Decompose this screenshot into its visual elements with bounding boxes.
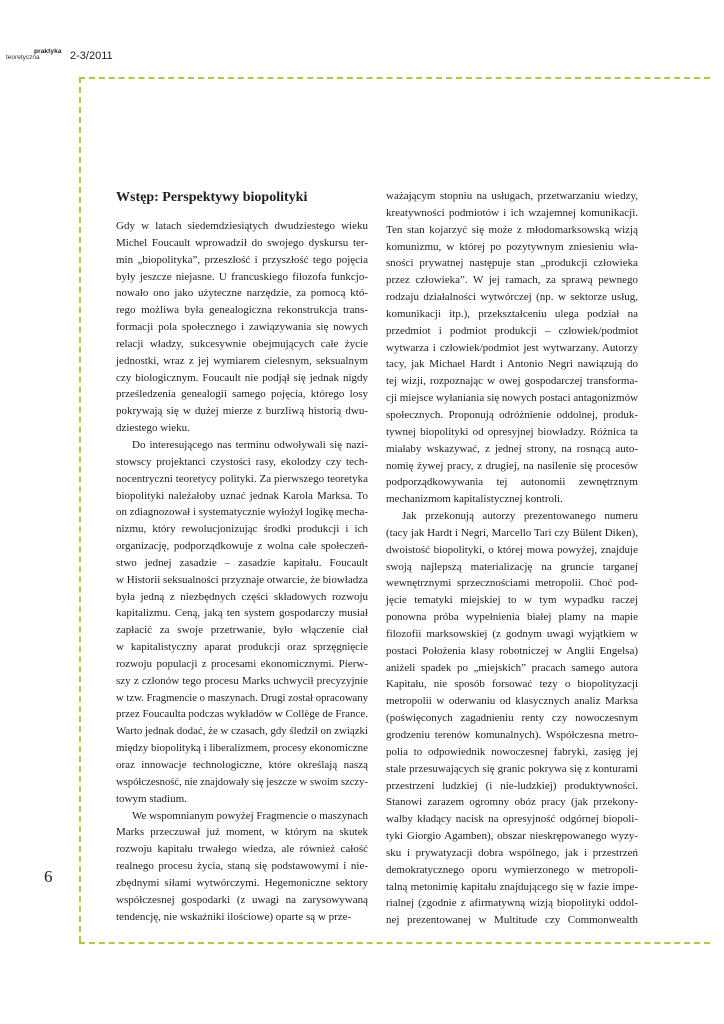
col2-line: nej prezentowanej w Multitude czy Commonwealth bbox=[386, 914, 638, 927]
col1-line: stwo jednej zasadzie – zasadzie kapitału. Foucault bbox=[116, 556, 368, 569]
frame-bottom-border bbox=[79, 942, 710, 944]
col2-line: polia to odpowiednik nowoczesnej fabryki, zasięg jej bbox=[386, 745, 638, 758]
col2-line: demokratycznego oporu wymierzonego w metropoli- bbox=[386, 863, 638, 876]
col2-line: ponowna próba wypełnienia białej plamy na mapie bbox=[386, 611, 638, 624]
col1-line: czy biologicznym. Foucault nie podjął się jednak nigdy bbox=[116, 371, 368, 384]
logo-text-bottom: teoretyczna bbox=[6, 54, 40, 61]
page-number: 6 bbox=[44, 867, 53, 886]
col2-line: Kapitału, nie sposób forsować tezy o biopolityzacji bbox=[386, 678, 638, 691]
col1-line: relacji władzy, sukcesywnie obejmujących całe życie bbox=[116, 337, 368, 350]
col2-line: (poświęconych zagadnieniu renty czy nowoczesnym bbox=[386, 712, 638, 725]
col1-line: jednostki, wraz z jej wymiarem cielesnym, seksualnym bbox=[116, 354, 368, 367]
col2-line: tej wizji, rozpoznając w owej gospodarczej transforma- bbox=[386, 375, 638, 388]
col1-line: formacji pola społecznego i zawiązywania się nowych bbox=[116, 321, 368, 334]
col1-line: organizację, podporządkowuje z wolna całe społeczeń- bbox=[116, 540, 368, 553]
col2-line: przez człowieka”. W jej ramach, za sprawą pewnego bbox=[386, 274, 638, 287]
col2-line: (tacy jak Hardt i Negri, Marcello Tarì czy Bülent Diken), bbox=[386, 526, 638, 539]
col2-line: grodzeniu terenów komunalnych). Współczesna metro- bbox=[386, 729, 638, 741]
col1-line: nizmu, który rewolucjonizując środki produkcji i ich bbox=[116, 523, 368, 536]
col1-line: Gdy w latach siedemdziesiątych dwudziestego wieku bbox=[116, 220, 368, 232]
col1-line: współczesność, nie znajdowały się jeszcze w swoim szczy- bbox=[116, 775, 368, 788]
col2-line: jęcie tematyki miejskiej to w tym wypadku raczej bbox=[386, 594, 638, 607]
col2-line: Ten stan kojarzyć się może z młodomarksowską wizją bbox=[386, 223, 638, 236]
col1-line: nowało ono jako użyteczne narzędzie, za pomocą któ- bbox=[116, 287, 368, 300]
col2-line: sności prywatnej następuje stan „produkcji człowieka bbox=[386, 257, 638, 270]
col2-line: talną metonimię kapitału znajdującego się w fazie impe- bbox=[386, 880, 638, 893]
text-column-right bbox=[386, 188, 638, 929]
col2-line: tacy, jak Michael Hardt i Antonio Negri nawiązują do bbox=[386, 358, 638, 371]
col1-line: współczesnej gospodarki (z uwagi na zarysowywaną bbox=[116, 893, 368, 906]
issue-number: 2-3/2011 bbox=[70, 50, 113, 62]
col1-line: zapłacić za swoje przetrwanie, było włączenie ciał bbox=[116, 624, 368, 637]
col1-line: on zdiagnozował i systematycznie wyłożył logikę mecha- bbox=[116, 506, 368, 519]
col1-line: rego możliwa była genealogiczna rekonstrukcja trans- bbox=[116, 304, 368, 317]
col2-line: metropolii w oderwaniu od klasycznych analiz Marksa bbox=[386, 695, 638, 708]
col1-line: przez Foucaulta podczas wykładów w Collège de France. bbox=[116, 708, 368, 721]
col2-line: przestrzeni ludzkiej (i nie-ludzkiej) produktywności. bbox=[386, 779, 638, 792]
col1-line: były jeszcze niejasne. U francuskiego filozofa funkcjo- bbox=[116, 270, 368, 283]
col2-line: mechanizmom kapitalistycznej kontroli. bbox=[386, 493, 563, 506]
col1-line: nocentryczni teoretycy polityki. Za pierwszego teoretyka bbox=[116, 472, 368, 485]
text-column-left bbox=[116, 188, 368, 925]
column-right-body bbox=[386, 188, 638, 929]
col1-line: zbędnymi siłami wytwórczymi. Hegemoniczne sektory bbox=[116, 876, 368, 889]
article-title: Wstęp: Perspektywy biopolityki bbox=[116, 190, 308, 205]
col2-line: Jak przekonują autorzy prezentowanego numeru bbox=[402, 510, 638, 523]
col1-line: Do interesującego nas terminu odwoływali się nazi- bbox=[132, 438, 368, 451]
col2-line: tyki Giorgio Agamben), obszar nieskrępowanego wyzy- bbox=[386, 830, 638, 843]
col1-line: Warto jednak dodać, że w czasach, gdy śledził on związki bbox=[116, 725, 368, 738]
col2-line: przedmiot i podmiot produkcji – człowiek/podmiot bbox=[386, 324, 638, 337]
col1-line: rozwoju populacji z procesami ekonomicznymi. Pierw- bbox=[116, 657, 368, 670]
col1-line: szy z członów tego procesu Marks uchwycił precyzyjnie bbox=[116, 674, 368, 687]
col2-line: społecznych. Proponują odróżnienie oddolnej, produk- bbox=[386, 408, 638, 421]
frame-left-border bbox=[79, 77, 81, 942]
col1-line: między biopolityką i liberalizmem, procesy ekonomiczne bbox=[116, 742, 368, 755]
col2-line: stale przesuwających się granic pokrywa się z konturami bbox=[386, 762, 638, 775]
col1-line: prześledzenia genealogii samego pojęcia, którego losy bbox=[116, 388, 368, 401]
col2-line: rialnej (zgodnie z afirmatywną wizją biopolityki oddol- bbox=[386, 897, 638, 910]
col2-line: wewnętrznymi sprzecznościami metropolii. Choć pod- bbox=[386, 577, 638, 590]
col1-line: realnego procesu życia, staną się podstawowymi i nie- bbox=[116, 860, 368, 873]
col1-line: We wspomnianym powyżej Fragmencie o maszynach bbox=[132, 809, 368, 822]
col1-line: w Historii seksualności przyznaje otwarcie, że biowładza bbox=[116, 573, 368, 586]
col2-line: ważającym stopniu na usługach, przetwarzaniu wiedzy, bbox=[386, 190, 638, 202]
col1-line: tendencję, nie wskaźniki ilościowe) oparte są w prze- bbox=[116, 910, 352, 923]
col1-line: pokrywają się w dużej mierze z burzliwą historią dwu- bbox=[116, 405, 368, 418]
col1-line: min „biopolityka”, przeszłość i przyszłość tego pojęcia bbox=[116, 253, 368, 266]
col1-line: była jedną z niezbędnych części składowych rozwoju bbox=[116, 590, 368, 603]
col2-line: kreatywności podmiotów i ich wzajemnej komunikacji. bbox=[386, 206, 638, 219]
col2-line: sku i prywatyzacji dobra wspólnego, jak i przestrzeń bbox=[386, 846, 638, 859]
col2-line: komunizmu, w której po pozytywnym zniesieniu wła- bbox=[386, 240, 638, 253]
col2-line: aniżeli spadek po „miejskich” pracach samego autora bbox=[386, 661, 638, 674]
col2-line: cji miejsce wyłaniania się nowych postaci antagonizmów bbox=[386, 392, 638, 405]
col2-line: tywnej biopolityki od opresyjnej biowładzy. Różnica ta bbox=[386, 425, 638, 438]
col2-line: swoją najlepszą materializację na gruncie targanej bbox=[386, 560, 638, 573]
logo-text-top: praktyka bbox=[34, 48, 62, 55]
col2-line: Stanowi zarazem ogromny obóz pracy (jak przekony- bbox=[386, 796, 638, 809]
col1-line: w tzw. Fragmencie o maszynach. Drugi został opracowany bbox=[116, 691, 368, 704]
col1-line: rozwoju kapitału trwałego wiedza, ale również całość bbox=[116, 843, 368, 856]
col1-line: oraz innowacje technologiczne, które określają naszą bbox=[116, 759, 368, 771]
col1-line: Michel Foucault wprowadził do swojego dyskursu ter- bbox=[116, 236, 368, 249]
column-left-body bbox=[116, 218, 368, 925]
journal-masthead bbox=[6, 49, 116, 65]
col1-line: stowscy projektanci czystości rasy, ekolodzy czy tech- bbox=[116, 455, 368, 468]
col2-line: walby kładący nacisk na opresyjność odgórnej biopoli- bbox=[386, 813, 638, 826]
col1-line: w kapitalistyczny aparat produkcji oraz sprzęgnięcie bbox=[116, 641, 368, 654]
col1-line: kapitalizmu. Ceną, jaką ten system gospodarczy musiał bbox=[116, 607, 368, 620]
col1-line: towym stadium. bbox=[116, 792, 187, 805]
col2-line: komunikacji itp.), przekształceniu ulega podział na bbox=[386, 307, 638, 320]
col2-line: wytwarza i człowiek/podmiot jest wytwarzany. Autorzy bbox=[386, 341, 638, 354]
col2-line: filozofii marksowskiej (z godnym uwagi wyjątkiem w bbox=[386, 627, 638, 640]
frame-top-border bbox=[79, 77, 710, 79]
col2-line: postaci Położenia klasy robotniczej w Anglii Engelsa) bbox=[386, 644, 638, 657]
col1-line: biopolityki należałoby uznać jednak Karola Marksa. To bbox=[116, 489, 368, 502]
col2-line: nomię żywej pracy, z drugiej, na nasilenie się procesów bbox=[386, 459, 638, 472]
col1-line: Marks przeczuwał już moment, w którym na skutek bbox=[116, 826, 368, 839]
col2-line: miałaby wskazywać, z jednej strony, na rosnącą auto- bbox=[386, 442, 638, 455]
col2-line: rodzaju działalności wytwórczej (np. w sektorze usług, bbox=[386, 291, 638, 304]
col2-line: podporządkowywania tej autonomii zewnętrznym bbox=[386, 476, 638, 489]
col2-line: dwoistość biopolityki, o której mowa powyżej, znajduje bbox=[386, 543, 638, 556]
col1-line: dziestego wieku. bbox=[116, 422, 190, 435]
